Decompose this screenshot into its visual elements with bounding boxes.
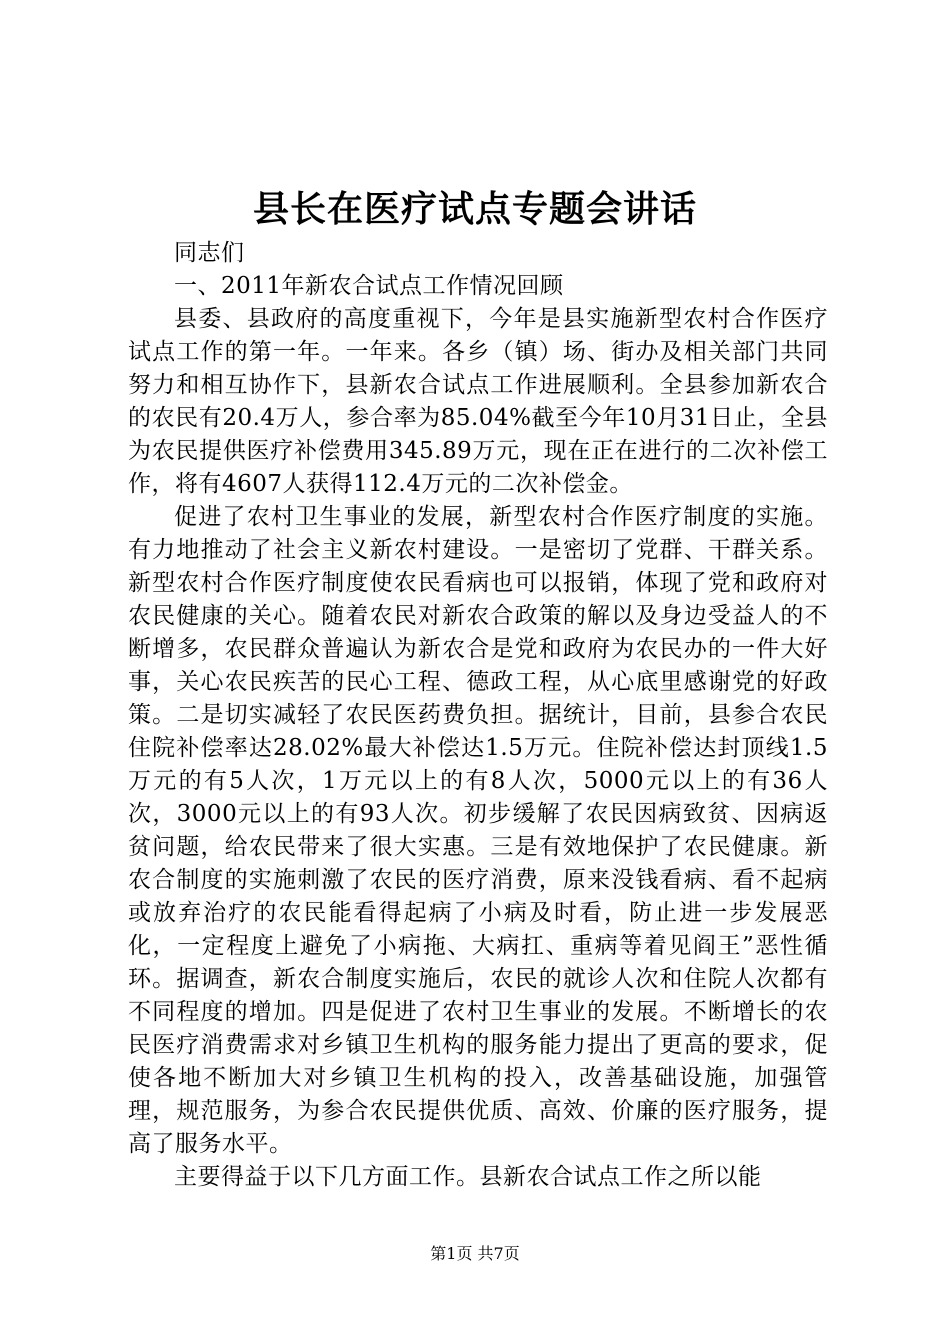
- paragraph-achievements: 促进了农村卫生事业的发展，新型农村合作医疗制度的实施。有力地推动了社会主义新农村建设。一是密切了党群、干群关系。新型农村合作医疗制度使农民看病也可以报销，体现了党和政府对农民健康的关心。随着农民对新农合政策的解以及身边受益人的不断增多，农民群众普遍认为新农合是党和政府为农民办的一件大好事，关心农民疾苦的民心工程、德政工程，从心底里感谢党的好政策。二是切实减轻了农民医药费负担。据统计，目前，县参合农民住院补偿率达28.02%最大补偿达1.5万元。住院补偿达封顶线1.5万元的有5人次，1万元以上的有8人次，5000元以上的有36人次，3000元以上的有93人次。初步缓解了农民因病致贫、因病返贫问题，给农民带来了很大实惠。三是有效地保护了农民健康。新农合制度的实施刺激了农民的医疗消费，原来没钱看病、看不起病或放弃治疗的农民能看得起病了小病及时看，防止进一步发展恶化，一定程度上避免了小病拖、大病扛、重病等着见阎王”恶性循环。据调查，新农合制度实施后，农民的就诊人次和住院人次都有不同程度的增加。四是促进了农村卫生事业的发展。不断增长的农民医疗消费需求对乡镇卫生机构的服务能力提出了更高的要求，促使各地不断加大对乡镇卫生机构的投入，改善基础设施，加强管理，规范服务，为参合农民提供优质、高效、价廉的医疗服务，提高了服务水平。: [128, 504, 828, 1157]
- salutation: 同志们: [174, 240, 245, 266]
- paragraph-reasons: 主要得益于以下几方面工作。县新农合试点工作之所以能: [174, 1164, 762, 1190]
- page-number-footer: 第1页 共7页: [430, 1244, 520, 1263]
- document-title: 县长在医疗试点专题会讲话: [252, 188, 697, 230]
- section-heading: 一、2011年新农合试点工作情况回顾: [174, 273, 564, 299]
- paragraph-overview: 县委、县政府的高度重视下，今年是县实施新型农村合作医疗试点工作的第一年。一年来。各乡（镇）场、街办及相关部门共同努力和相互协作下，县新农合试点工作进展顺利。全县参加新农合的农民有20.4万人，参合率为85.04%截至今年10月31日止，全县为农民提供医疗补偿费用345.89万元，现在正在进行的二次补偿工作，将有4607人获得112.4万元的二次补偿金。: [128, 306, 828, 497]
- document-body: [128, 237, 828, 1194]
